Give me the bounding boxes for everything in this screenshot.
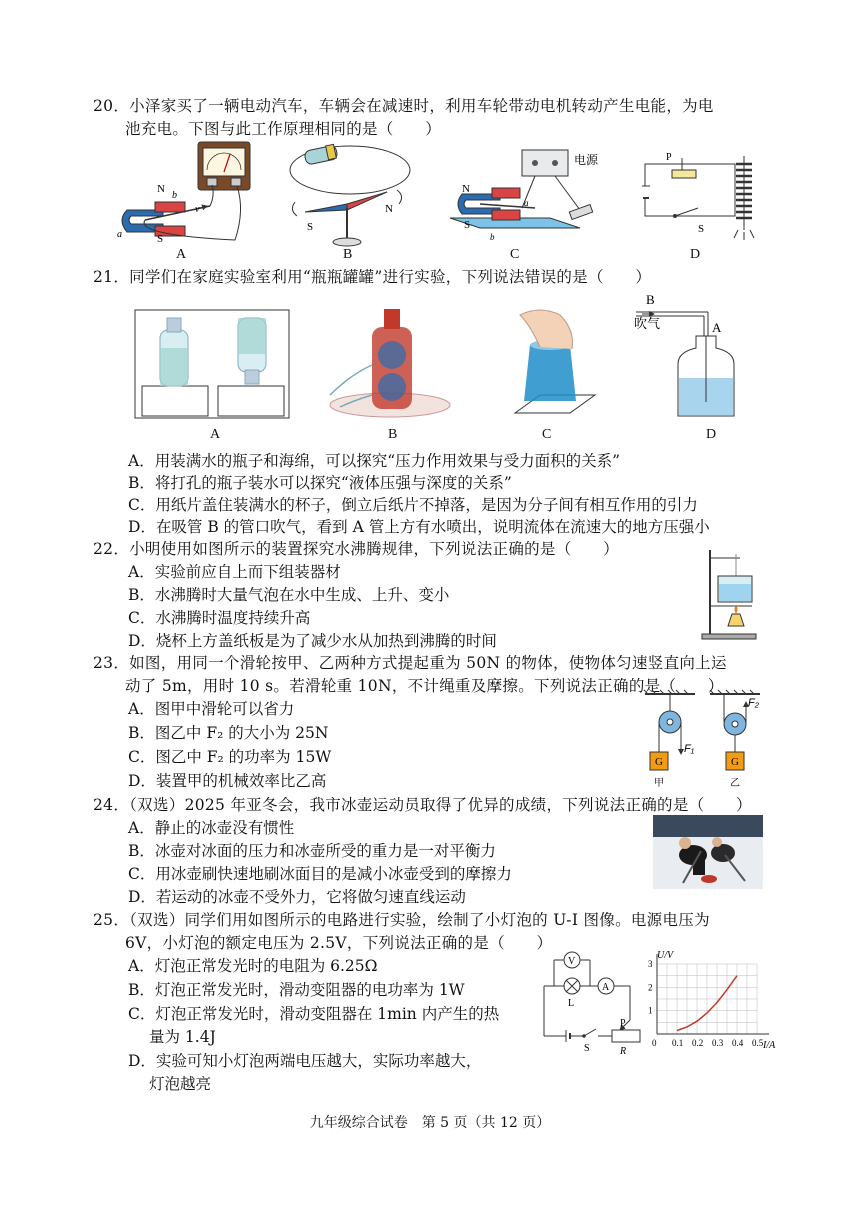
svg-text:N: N [157, 183, 165, 195]
q23-option-c: C．图乙中 F₂ 的功率为 15W [128, 748, 332, 766]
q24-option-c: C．用冰壶刷快速地刷冰面目的是减小冰壶受到的摩擦力 [128, 865, 512, 883]
svg-text:S: S [157, 233, 164, 245]
q25-u-i-chart [645, 950, 785, 1050]
svg-text:b: b [172, 190, 177, 201]
q25-stem-line1: 25．（双选）同学们用如图所示的电路进行实验，绘制了小灯泡的 U-I 图像。电源电压为 [93, 911, 710, 929]
svg-text:G: G [655, 756, 663, 768]
q21-option-c: C．用纸片盖住装满水的杯子，倒立后纸片不掉落，是因为分子间有相互作用的引力 [128, 496, 698, 514]
q20-caption-b: B [343, 247, 353, 262]
svg-text:F₂: F₂ [748, 697, 759, 709]
svg-text:S: S [464, 219, 471, 231]
svg-text:N: N [385, 203, 393, 215]
q23-option-b: B．图乙中 F₂ 的大小为 25N [128, 724, 329, 742]
svg-text:F₁: F₁ [684, 743, 695, 755]
q23-stem-line2: 动了 5m，用时 10 s。若滑轮重 10N，不计绳重及摩擦。下列说法正确的是（ ） [125, 677, 724, 695]
q22-option-a: A．实验前应自上而下组装器材 [128, 563, 341, 581]
q24-option-a: A．静止的冰壶没有惯性 [128, 819, 295, 837]
q20-figure-b [285, 140, 415, 250]
svg-text:乙: 乙 [730, 778, 740, 789]
q20-figure-d [640, 150, 770, 245]
chart-y-axis-label: U/V [657, 950, 674, 961]
q20-stem-line1: 20．小泽家买了一辆电动汽车，车辆会在减速时，利用车轮带动电机转动产生电能，为电 [93, 97, 714, 115]
q24-option-b: B．冰壶对冰面的压力和冰壶所受的重力是一对平衡力 [128, 842, 496, 860]
q22-option-d: D．烧杯上方盖纸板是为了减少水从加热到沸腾的时间 [128, 632, 497, 650]
q21-label-a: A [712, 320, 722, 335]
svg-text:b: b [490, 232, 495, 242]
q20-figure-a [115, 140, 255, 245]
q23-stem-line1: 23．如图，用同一个滑轮按甲、乙两种方式提起重为 50N 的物体，使物体匀速竖直向上运 [93, 654, 727, 672]
q21-label-blow: 吹气 [634, 317, 661, 332]
q20-caption-a: A [176, 247, 187, 262]
q24-option-d: D．若运动的冰壶不受外力，它将做匀速直线运动 [128, 888, 466, 906]
x-tick-label: 0.5 [752, 1038, 764, 1048]
q25-option-d: D．实验可知小灯泡两端电压越大，实际功率越大， [128, 1052, 482, 1070]
q25-stem-line2: 6V，小灯泡的额定电压为 2.5V，下列说法正确的是（ ） [125, 934, 553, 952]
q25-option-c-cont: 量为 1.4J [149, 1028, 216, 1046]
q21-label-b: B [646, 292, 655, 307]
q22-boiling-apparatus [700, 548, 760, 640]
q25-rheostat-label: R [620, 1046, 627, 1057]
svg-text:P: P [666, 152, 672, 163]
y-tick-label: 2 [648, 982, 653, 993]
x-tick-label: 0.4 [732, 1038, 744, 1048]
q25-lamp-label: L [568, 998, 575, 1009]
page-footer: 九年级综合试卷 第 5 页（共 12 页） [309, 1115, 551, 1131]
q21-figure-b [320, 305, 460, 420]
q21-figure-d [632, 292, 752, 422]
q20-figure-c [440, 148, 610, 243]
q24-stem: 24．（双选）2025 年亚冬会，我市冰壶运动员取得了优异的成绩，下列说法正确的是（ ） [93, 796, 752, 814]
q21-caption-a: A [210, 427, 221, 442]
svg-text:v: v [195, 204, 200, 215]
q20-stem-line2: 池充电。下图与此工作原理相同的是（ ） [125, 120, 442, 138]
q22-stem: 22．小明使用如图所示的装置探究水沸腾规律，下列说法正确的是（ ） [93, 540, 619, 558]
q21-figure-a [135, 310, 290, 420]
y-tick-label: 3 [648, 959, 653, 969]
q21-caption-b: B [388, 427, 398, 442]
x-tick-label: 0.1 [672, 1038, 684, 1048]
svg-text:S: S [698, 223, 705, 235]
q25-option-d-cont: 灯泡越亮 [149, 1075, 212, 1093]
q25-switch-label: S [584, 1043, 590, 1054]
svg-text:G: G [731, 756, 739, 768]
q25-option-a: A．灯泡正常发光时的电阻为 6.25Ω [128, 957, 378, 975]
q23-pulley-figure [640, 690, 765, 790]
q21-caption-c: C [542, 427, 552, 442]
q25-voltmeter-label: V [568, 956, 576, 967]
q22-option-b: B．水沸腾时大量气泡在水中生成、上升、变小 [128, 586, 450, 604]
y-tick-label: 1 [648, 1005, 653, 1016]
q21-option-b: B．将打孔的瓶子装水可以探究“液体压强与深度的关系” [128, 474, 512, 492]
q25-ammeter-label: A [602, 982, 610, 993]
q25-slider-label: P [620, 1018, 626, 1029]
chart-x-axis-label: I/A [763, 1040, 776, 1051]
x-tick-label: 0.3 [712, 1038, 724, 1048]
q23-option-a: A．图甲中滑轮可以省力 [128, 700, 295, 718]
q20-caption-c: C [510, 247, 520, 262]
q20-caption-d: D [690, 247, 701, 262]
x-tick-label: 0.2 [692, 1038, 704, 1048]
svg-text:N: N [462, 183, 470, 195]
q22-option-c: C．水沸腾时温度持续升高 [128, 609, 311, 627]
svg-text:S: S [307, 221, 314, 233]
q24-curling-photo [653, 815, 763, 889]
q25-option-b: B．灯泡正常发光时，滑动变阻器的电功率为 1W [128, 981, 465, 999]
svg-text:a: a [524, 198, 529, 208]
q20-power-label: 电源 [574, 153, 599, 167]
q21-option-a: A．用装满水的瓶子和海绵，可以探究“压力作用效果与受力面积的关系” [128, 452, 621, 470]
x-tick-label: 0 [652, 1038, 657, 1048]
q23-option-d: D．装置甲的机械效率比乙高 [128, 772, 327, 790]
q25-circuit-diagram [540, 950, 645, 1055]
q21-caption-d: D [706, 427, 717, 442]
q21-option-d: D．在吸管 B 的管口吹气，看到 A 管上方有水喷出，说明流体在流速大的地方压强小 [128, 518, 710, 536]
svg-text:a: a [117, 229, 122, 240]
svg-text:甲: 甲 [654, 778, 664, 789]
q25-option-c: C．灯泡正常发光时，滑动变阻器在 1min 内产生的热 [128, 1005, 500, 1023]
q21-stem: 21．同学们在家庭实验室利用“瓶瓶罐罐”进行实验，下列说法错误的是（ ） [93, 268, 652, 286]
q21-figure-c [500, 305, 600, 420]
